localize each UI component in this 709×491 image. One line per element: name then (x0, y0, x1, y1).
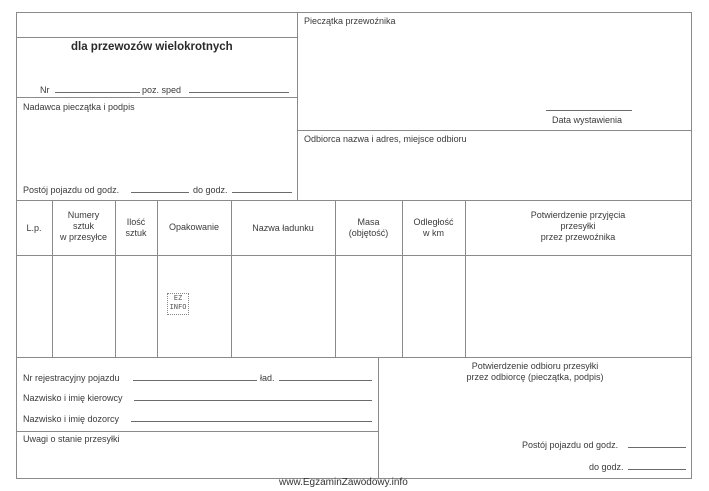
header-odleglosc-line1: Odległość (413, 217, 454, 227)
stop-to-field-top[interactable] (232, 192, 292, 193)
stop-to-label-bottom: do godz. (589, 462, 624, 472)
ez-info-stamp (167, 293, 189, 315)
receipt-line2: przez odbiorcę (pieczątka, podpis) (466, 372, 604, 382)
stop-to-field-bottom[interactable] (628, 469, 686, 470)
guard-label: Nazwisko i imię dozorcy (23, 414, 120, 424)
stamp-line1: EZ (173, 294, 183, 302)
header-ilosc-line1: Ilość (126, 217, 146, 227)
header-numery (52, 210, 115, 243)
reg-label: Nr rejestracyjny pojazdu (23, 373, 120, 383)
header-potw-line1: Potwierdzenie przyjęcia (530, 210, 626, 220)
header-nazwa (231, 223, 335, 234)
stop-from-label-bottom: Postój pojazdu od godz. (522, 440, 619, 450)
form-title: dla przewozów wielokrotnych (71, 41, 233, 53)
header-masa-line1: Masa (357, 217, 380, 227)
header-odleglosc-line2: w km (423, 228, 444, 238)
header-potw-line2: przesyłki (560, 221, 596, 231)
issue-date-label: Data wystawienia (552, 115, 623, 125)
recipient-label: Odbiorca nazwa i adres, miejsce odbioru (304, 134, 467, 144)
table-row[interactable] (17, 256, 691, 357)
header-potw-line3: przez przewoźnika (540, 232, 616, 242)
header-opakowanie (157, 222, 231, 233)
stop-to-label-top: do godz. (193, 185, 228, 195)
reg-field[interactable] (133, 380, 257, 381)
stop-from-label-top: Postój pojazdu od godz. (23, 185, 120, 195)
nr-label: Nr (40, 85, 50, 95)
header-masa-line2: (objętość) (348, 228, 389, 238)
watermark-link[interactable]: www.EgzaminZawodowy.info (279, 477, 408, 488)
guard-field[interactable] (131, 421, 372, 422)
driver-label: Nazwisko i imię kierowcy (23, 393, 123, 403)
stop-from-field-bottom[interactable] (628, 447, 686, 448)
header-ilosc-line2: sztuk (125, 228, 147, 238)
lad-field[interactable] (279, 380, 372, 381)
header-numery-line1: Numery (67, 210, 100, 220)
header-numery-line2: sztuk (72, 221, 94, 231)
header-masa (335, 217, 402, 239)
lad-label: ład. (260, 373, 275, 383)
stamp-line2: INFO (169, 303, 187, 311)
poz-sped-label: poz. sped (142, 85, 182, 95)
header-opakowanie-text: Opakowanie (168, 222, 220, 232)
header-ilosc (115, 217, 157, 239)
stop-from-field-top[interactable] (131, 192, 189, 193)
sender-label: Nadawca pieczątka i podpis (23, 102, 135, 112)
header-lp (16, 223, 52, 234)
driver-field[interactable] (134, 400, 372, 401)
issue-date-field[interactable] (546, 110, 632, 111)
header-odleglosc (402, 217, 465, 239)
header-potwierdzenie (465, 210, 691, 243)
header-numery-line3: w przesyłce (59, 232, 107, 242)
header-nazwa-text: Nazwa ładunku (252, 223, 314, 233)
receipt-line1: Potwierdzenie odbioru przesyłki (471, 361, 599, 371)
remarks-label: Uwagi o stanie przesyłki (23, 434, 120, 444)
carrier-stamp-label: Pieczątka przewoźnika (304, 16, 396, 26)
poz-sped-field[interactable] (189, 92, 289, 93)
receipt-confirmation (379, 361, 691, 383)
header-lp-text: L.p. (26, 223, 42, 233)
nr-field[interactable] (55, 92, 140, 93)
